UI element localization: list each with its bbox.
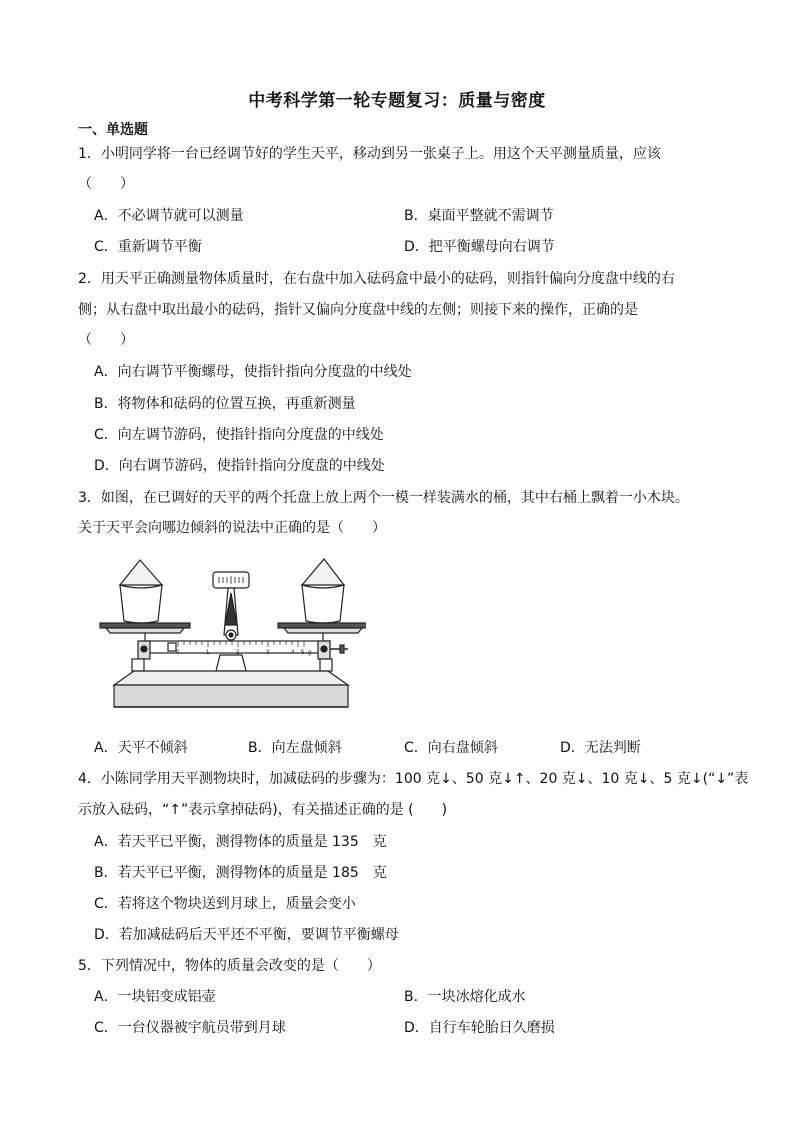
balance-figure [96, 555, 366, 715]
question-2-line-1: 2．用天平正确测量物体质量时，在右盘中加入砝码盒中最小的砝码，则指针偏向分度盘中线的右 [78, 271, 675, 287]
question-2-option-b: B．将物体和砝码的位置互换，再重新测量 [94, 396, 356, 412]
question-1-option-c: C．重新调节平衡 [94, 239, 202, 255]
base-body [114, 685, 348, 707]
right-pan [278, 623, 366, 628]
question-4-line-1: 4．小陈同学用天平测物块时，加减砝码的步骤为：100 克↓、50 克↓↑、20 克↓、10 克↓、5 克↓(“↓”表 [78, 771, 749, 787]
question-4-option-c: C．若将这个物块送到月球上，质量会变小 [94, 896, 356, 912]
balance-nut [340, 645, 344, 653]
question-3-option-a: A．天平不倾斜 [94, 740, 188, 756]
question-3-line-1: 3．如图，在已调好的天平的两个托盘上放上两个一模一样装满水的桶，其中右桶上飘着一小木块。 [78, 490, 689, 506]
question-2-line-2: 侧；从右盘中取出最小的砝码，指针又偏向分度盘中线的左侧；则接下来的操作，正确的是 [78, 302, 638, 318]
question-5-option-a: A．一块铝变成铝壶 [94, 989, 216, 1005]
question-4-option-b: B．若天平已平衡，测得物体的质量是 185 克 [94, 865, 387, 881]
question-4-option-a: A．若天平已平衡，测得物体的质量是 135 克 [94, 834, 387, 850]
question-2-option-a: A．向右调节平衡螺母，使指针指向分度盘的中线处 [94, 364, 412, 380]
right-cone [302, 559, 344, 585]
question-2-option-d: D．向右调节游码，使指针指向分度盘的中线处 [94, 458, 385, 474]
scale-label-4: 4 [291, 650, 295, 656]
page-title: 中考科学第一轮专题复习：质量与密度 [248, 91, 546, 111]
question-1-line-1: 1．小明同学将一台已经调节好的学生天平，移动到另一张桌子上。用这个天平测量质量，应该 [78, 146, 661, 162]
scale-label-unit: g [308, 650, 312, 656]
question-1-option-b: B．桌面平整就不需调节 [404, 208, 554, 224]
question-3-option-c: C．向右盘倾斜 [404, 740, 498, 756]
right-bucket [302, 585, 344, 623]
question-5-option-d: D．自行车轮胎日久磨损 [404, 1020, 555, 1036]
section-heading: 一、单选题 [78, 122, 148, 138]
question-2-option-c: C．向左调节游码，使指针指向分度盘的中线处 [94, 427, 384, 443]
question-3-option-d: D．无法判断 [560, 740, 641, 756]
question-2-line-3: （ ） [78, 332, 134, 348]
scale-label-0: 0 [176, 650, 180, 656]
question-3-line-2: 关于天平会向哪边倾斜的说法中正确的是（ ） [78, 520, 386, 536]
question-4-option-d: D．若加减砝码后天平还不平衡，要调节平衡螺母 [94, 927, 399, 943]
question-1-option-a: A．不必调节就可以测量 [94, 208, 244, 224]
question-4-line-2: 示放入砝码，“↑”表示拿掉砝码)，有关描述正确的是 ( ) [78, 802, 448, 818]
rider [168, 643, 176, 651]
question-5-line-1: 5．下列情况中，物体的质量会改变的是（ ） [78, 958, 381, 974]
scale-label-3: 3 [266, 650, 270, 656]
scale-label-1: 1 [206, 650, 210, 656]
base-top [114, 671, 348, 685]
scale-label-5: 5 [301, 650, 305, 656]
left-bucket [120, 585, 162, 623]
question-5-option-b: B．一块冰熔化成水 [404, 989, 526, 1005]
question-1-option-d: D．把平衡螺母向右调节 [404, 239, 555, 255]
question-5-option-c: C．一台仪器被宇航员带到月球 [94, 1020, 286, 1036]
scale-label-2: 2 [236, 650, 240, 656]
left-pan [100, 623, 190, 628]
left-cone [120, 560, 162, 585]
question-3-option-b: B．向左盘倾斜 [248, 740, 342, 756]
question-1-line-2: （ ） [78, 176, 134, 192]
